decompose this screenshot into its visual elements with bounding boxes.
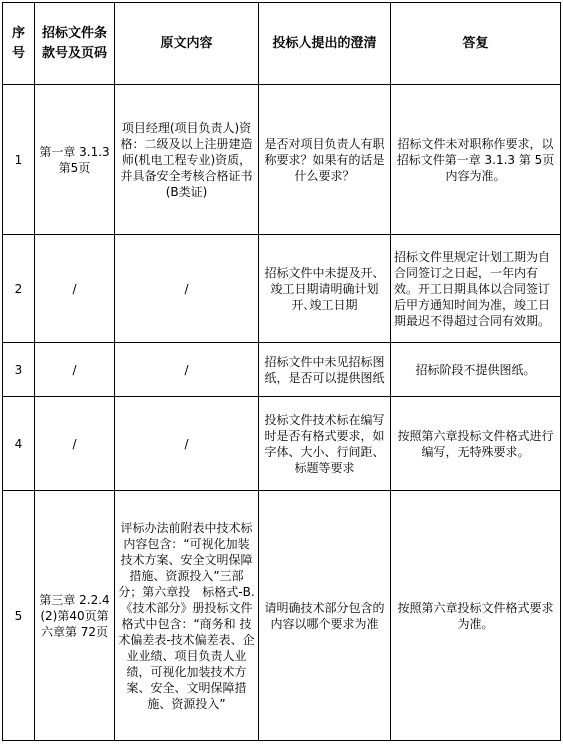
header-answer: 答复 <box>391 3 561 85</box>
row-original: / <box>115 235 259 343</box>
header-seq: 序号 <box>3 3 35 85</box>
row-question: 请明确技术部分包含的内容以哪个要求为准 <box>259 491 391 741</box>
row-answer: 招标文件未对职称作要求，以招标文件第一章 3.1.3 第 5页内容为准。 <box>391 85 561 235</box>
row-clause: 第三章 2.2.4(2)第40页第六章第 72页 <box>35 491 115 741</box>
row-answer: 招标阶段不提供图纸。 <box>391 343 561 397</box>
row-seq: 2 <box>3 235 35 343</box>
header-row <box>3 3 561 85</box>
row-clause: / <box>35 235 115 343</box>
table-row <box>3 343 561 397</box>
row-seq: 5 <box>3 491 35 741</box>
row-answer: 按照第六章投标文件格式进行编写，无特殊要求。 <box>391 397 561 491</box>
table-row <box>3 397 561 491</box>
row-seq: 4 <box>3 397 35 491</box>
table-row <box>3 235 561 343</box>
table-row <box>3 491 561 741</box>
table-row <box>3 85 561 235</box>
row-question: 投标文件技术标在编写时是否有格式要求，如字体、大小、行间距、标题等要求 <box>259 397 391 491</box>
header-question: 投标人提出的澄清 <box>259 3 391 85</box>
row-original: / <box>115 343 259 397</box>
row-original: / <box>115 397 259 491</box>
row-original: 项目经理(项目负责人)资格：二级及以上注册建造师(机电工程专业)资质，并具备安全考核合格证书(B类证) <box>115 85 259 235</box>
row-question: 招标文件中未见招标图纸，是否可以提供图纸 <box>259 343 391 397</box>
row-clause: / <box>35 343 115 397</box>
header-original: 原文内容 <box>115 3 259 85</box>
row-question: 是否对项目负责人有职称要求？如果有的话是什么要求？ <box>259 85 391 235</box>
row-clause: 第一章 3.1.3第5页 <box>35 85 115 235</box>
clarification-table <box>2 2 561 741</box>
row-question: 招标文件中未提及开、竣工日期请明确计划开､竣工日期 <box>259 235 391 343</box>
row-answer: 招标文件里规定计划工期为自合同签订之日起，一年内有效。开工日期具体以合同签订后甲方通知时间为准，竣工日期最迟不得超过合同有效期。 <box>391 235 561 343</box>
header-clause: 招标文件条款号及页码 <box>35 3 115 85</box>
row-clause: / <box>35 397 115 491</box>
row-seq: 3 <box>3 343 35 397</box>
row-answer: 按照第六章投标文件格式要求为准。 <box>391 491 561 741</box>
row-original: 评标办法前附表中技术标内容包含：“可视化加装技术方案、安全文明保障措施、资源投入”三部分；第六章投 标格式-B.《技术部分》册投标文件格式中包含：“商务和 技术偏差表-技术偏差表、企业业绩、项目负责人业绩，可视化加装技术方案、安全、文明保障措施、资源投入” <box>115 491 259 741</box>
row-seq: 1 <box>3 85 35 235</box>
